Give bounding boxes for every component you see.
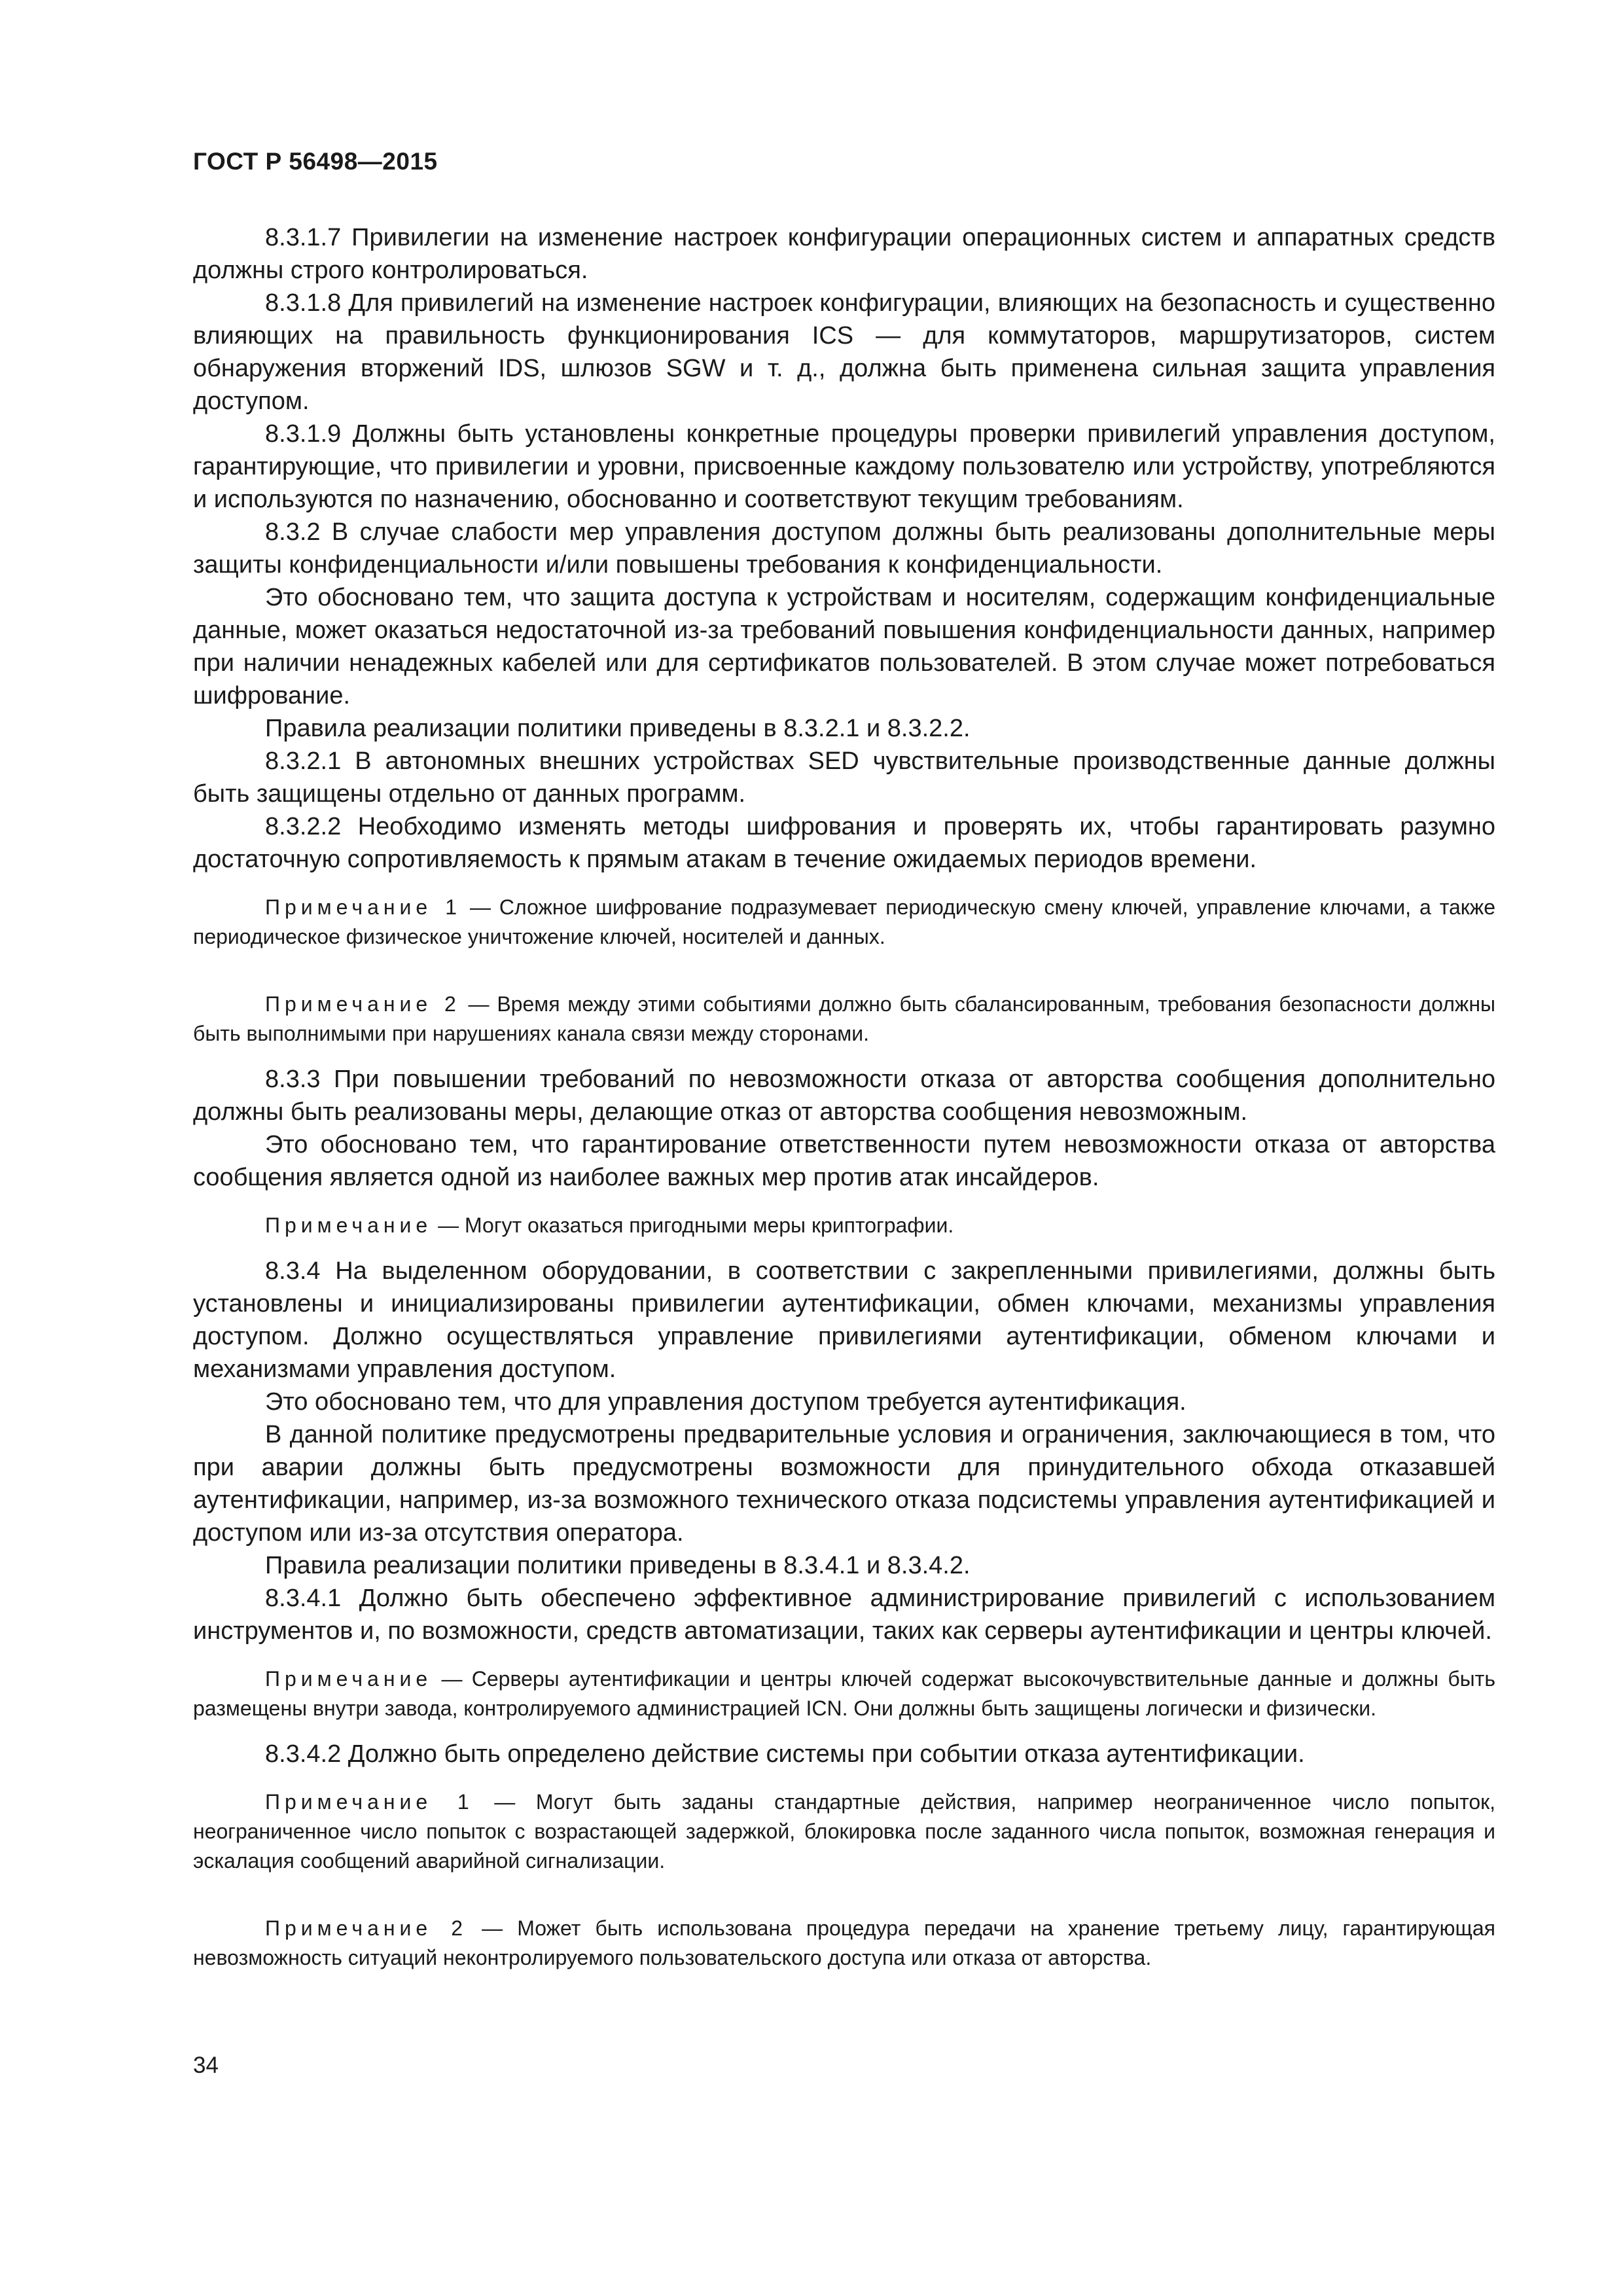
note-separator: — bbox=[461, 895, 499, 919]
note-label: Примечание 2 bbox=[265, 1916, 468, 1940]
note-label: Примечание 1 bbox=[265, 895, 461, 919]
clause-8-3-4: 8.3.4 На выделенном оборудовании, в соответствии с закрепленными привилегиями, должны быть установлены и инициализированы привилегии аутентификации, обмен ключами, механизмы управления доступом. Должно осуществляться управление привилегиями аутентификации, обменом ключами и механизмами управления доступом. bbox=[193, 1257, 1495, 1383]
note-text: Серверы аутентификации и центры ключей содержат высокочувствительные данные и должны быть размещены внутри завода, контролируемого администрацией ICN. Они должны быть защищены логически и физически. bbox=[193, 1667, 1496, 1720]
clause-8-3-2: 8.3.2 В случае слабости мер управления доступом должны быть реализованы дополнительные меры защиты конфиденциальности и/или повышены требования к конфиденциальности. bbox=[193, 518, 1495, 579]
note-8-3-4-2-1 bbox=[193, 1787, 1495, 1876]
clause-8-3-4-rationale: Это обосновано тем, что для управления доступом требуется аутентификация. bbox=[265, 1388, 1186, 1416]
note-text: Могут оказаться пригодными меры криптографии. bbox=[465, 1213, 954, 1237]
page-number: 34 bbox=[193, 2053, 219, 2078]
clause-8-3-2-1: 8.3.2.1 В автономных внешних устройствах SED чувствительные производственные данные должны быть защищены отдельно от данных программ. bbox=[193, 747, 1495, 808]
clause-8-3-2-2: 8.3.2.2 Необходимо изменять методы шифрования и проверять их, чтобы гарантировать разумно достаточную сопротивляемость к прямым атакам в течение ожидаемых периодов времени. bbox=[193, 813, 1495, 873]
clause-8-3-2-rules-ref: Правила реализации политики приведены в 8.3.2.1 и 8.3.2.2. bbox=[265, 715, 971, 742]
note-8-3-2-2-2 bbox=[193, 990, 1495, 1049]
note-separator: — bbox=[432, 1667, 472, 1691]
clause-8-3-4-2: 8.3.4.2 Должно быть определено действие системы при событии отказа аутентификации. bbox=[265, 1740, 1305, 1768]
note-text: Может быть использована процедура передачи на хранение третьему лицу, гарантирующая невозможность ситуаций неконтролируемого пользовательского доступа или отказа от авторства. bbox=[193, 1916, 1496, 1969]
page-body bbox=[193, 221, 1495, 1973]
clause-8-3-4-rules-ref: Правила реализации политики приведены в 8.3.4.1 и 8.3.4.2. bbox=[265, 1552, 971, 1579]
clause-8-3-2-rationale: Это обосновано тем, что защита доступа к устройствам и носителям, содержащим конфиденциальные данные, может оказаться недостаточной из-за требований повышения конфиденциальности данных, например при наличии ненадежных кабелей или для сертификатов пользователей. В этом случае может потребоваться шифрование. bbox=[193, 584, 1495, 709]
note-8-3-4-2-2 bbox=[193, 1914, 1495, 1973]
note-separator: — bbox=[460, 992, 497, 1016]
clause-8-3-3-rationale: Это обосновано тем, что гарантирование ответственности путем невозможности отказа от авторства сообщения является одной из наиболее важных мер против атак инсайдеров. bbox=[193, 1131, 1495, 1191]
note-8-3-4-1 bbox=[193, 1664, 1495, 1723]
clause-8-3-1-7: 8.3.1.7 Привилегии на изменение настроек конфигурации операционных систем и аппаратных средств должны строго контролироваться. bbox=[193, 224, 1495, 284]
clause-8-3-4-1: 8.3.4.1 Должно быть обеспечено эффективное администрирование привилегий с использованием инструментов и, по возможности, средств автоматизации, таких как серверы аутентификации и центры ключей. bbox=[193, 1585, 1495, 1645]
note-text: Сложное шифрование подразумевает периодическую смену ключей, управление ключами, а также периодическое физическое уничтожение ключей, носителей и данных. bbox=[193, 895, 1495, 948]
note-text: Время между этими событиями должно быть сбалансированным, требования безопасности должны быть выполнимыми при нарушениях канала связи между сторонами. bbox=[193, 992, 1496, 1045]
note-8-3-3 bbox=[193, 1211, 1495, 1240]
clause-8-3-1-9: 8.3.1.9 Должны быть установлены конкретные процедуры проверки привилегий управления доступом, гарантирующие, что привилегии и уровни, присвоенные каждому пользователю или устройству, употребляются и используются по назначению, обоснованно и соответствуют текущим требованиям. bbox=[193, 420, 1495, 513]
clause-8-3-4-constraints: В данной политике предусмотрены предварительные условия и ограничения, заключающиеся в том, что при аварии должны быть предусмотрены возможности для принудительного обхода отказавшей аутентификации, например, из-за возможного технического отказа подсистемы управления аутентификацией и доступом или из-за отсутствия оператора. bbox=[193, 1421, 1495, 1547]
note-text: Могут быть заданы стандартные действия, например неограниченное число попыток, неограниченное число попыток с возрастающей задержкой, блокировка после заданного числа попыток, возможная генерация и эскалация сообщений аварийной сигнализации. bbox=[193, 1790, 1496, 1873]
clause-8-3-3: 8.3.3 При повышении требований по невозможности отказа от авторства сообщения дополнительно должны быть реализованы меры, делающие отказ от авторства сообщения невозможным. bbox=[193, 1066, 1495, 1126]
note-separator: — bbox=[432, 1213, 465, 1237]
note-label: Примечание 2 bbox=[265, 992, 461, 1016]
note-separator: — bbox=[473, 1790, 536, 1814]
note-separator: — bbox=[467, 1916, 518, 1940]
note-label: Примечание 1 bbox=[265, 1790, 474, 1814]
document-header: ГОСТ Р 56498—2015 bbox=[193, 148, 438, 175]
clause-8-3-1-8: 8.3.1.8 Для привилегий на изменение настроек конфигурации, влияющих на безопасность и существенно влияющих на правильность функционирования ICS — для коммутаторов, маршрутизаторов, систем обнаружения вторжений IDS, шлюзов SGW и т. д., должна быть применена сильная защита управления доступом. bbox=[193, 289, 1495, 415]
note-label: Примечание bbox=[265, 1213, 433, 1237]
note-label: Примечание bbox=[265, 1667, 433, 1691]
note-8-3-2-2-1 bbox=[193, 893, 1495, 952]
